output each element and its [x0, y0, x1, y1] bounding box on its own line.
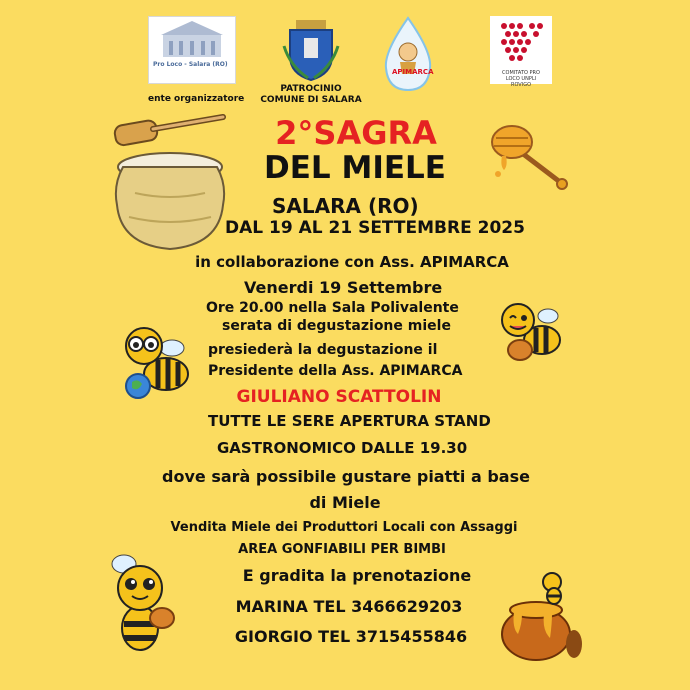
bee-with-globe-icon: [118, 320, 194, 404]
bee-with-pot-icon: [496, 296, 568, 366]
booking-note: E gradita la prenotazione: [242, 566, 472, 585]
honey-jar-icon: [105, 105, 235, 255]
bee-holding-pot-icon: [100, 550, 180, 660]
coat-of-arms-icon: [278, 16, 344, 84]
kids-area: AREA GONFIABILI PER BIMBI: [238, 542, 446, 557]
unpli-dots-icon: [490, 16, 552, 68]
unpli-logo: [490, 16, 552, 88]
unpli-text: COMITATO PRO LOCO UNPLI ROVIGO: [502, 70, 540, 88]
stand-line1: TUTTE LE SERE APERTURA STAND: [208, 412, 491, 430]
local-sales: Vendita Miele dei Produttori Locali con Assaggi: [170, 520, 518, 535]
contact-marina[interactable]: MARINA TEL 3466629203: [235, 597, 463, 616]
event-presider-line2: Presidente della Ass. APIMARCA: [208, 363, 463, 379]
dishes-line1: dove sarà possibile gustare piatti a base: [162, 467, 530, 486]
proloco-text: Pro Loco - Salara (RO): [153, 61, 228, 68]
title-name: DEL MIELE: [264, 150, 446, 186]
event-time-place: Ore 20.00 nella Sala Polivalente: [206, 300, 459, 316]
apimarca-logo: [380, 16, 436, 92]
organizer-label: ente organizzatore: [148, 94, 245, 104]
comune-crest: [278, 16, 344, 84]
apimarca-text: APIMARCA: [392, 68, 434, 76]
event-day: Venerdi 19 Settembre: [244, 278, 443, 297]
event-dates: DAL 19 AL 21 SETTEMBRE 2025: [225, 218, 525, 238]
dishes-line2: di Miele: [309, 493, 381, 512]
event-location: SALARA (RO): [272, 194, 419, 218]
title-edition: 2°SAGRA: [275, 114, 437, 152]
patronage-line2: COMUNE DI SALARA: [260, 95, 362, 105]
presider-name: GIULIANO SCATTOLIN: [236, 387, 442, 407]
patronage-line1: PATROCINIO: [280, 84, 342, 94]
honey-pot-icon: [496, 568, 584, 664]
stand-line2: GASTRONOMICO DALLE 19.30: [217, 439, 468, 457]
honey-dipper-icon: [488, 120, 570, 194]
event-tasting: serata di degustazione miele: [222, 318, 451, 334]
event-presider-line1: presiederà la degustazione il: [208, 342, 438, 358]
event-collaboration: in collaborazione con Ass. APIMARCA: [195, 253, 509, 271]
building-icon: [149, 17, 235, 83]
contact-giorgio[interactable]: GIORGIO TEL 3715455846: [234, 627, 468, 646]
proloco-logo: [148, 16, 236, 84]
honey-drop-icon: [380, 16, 436, 92]
